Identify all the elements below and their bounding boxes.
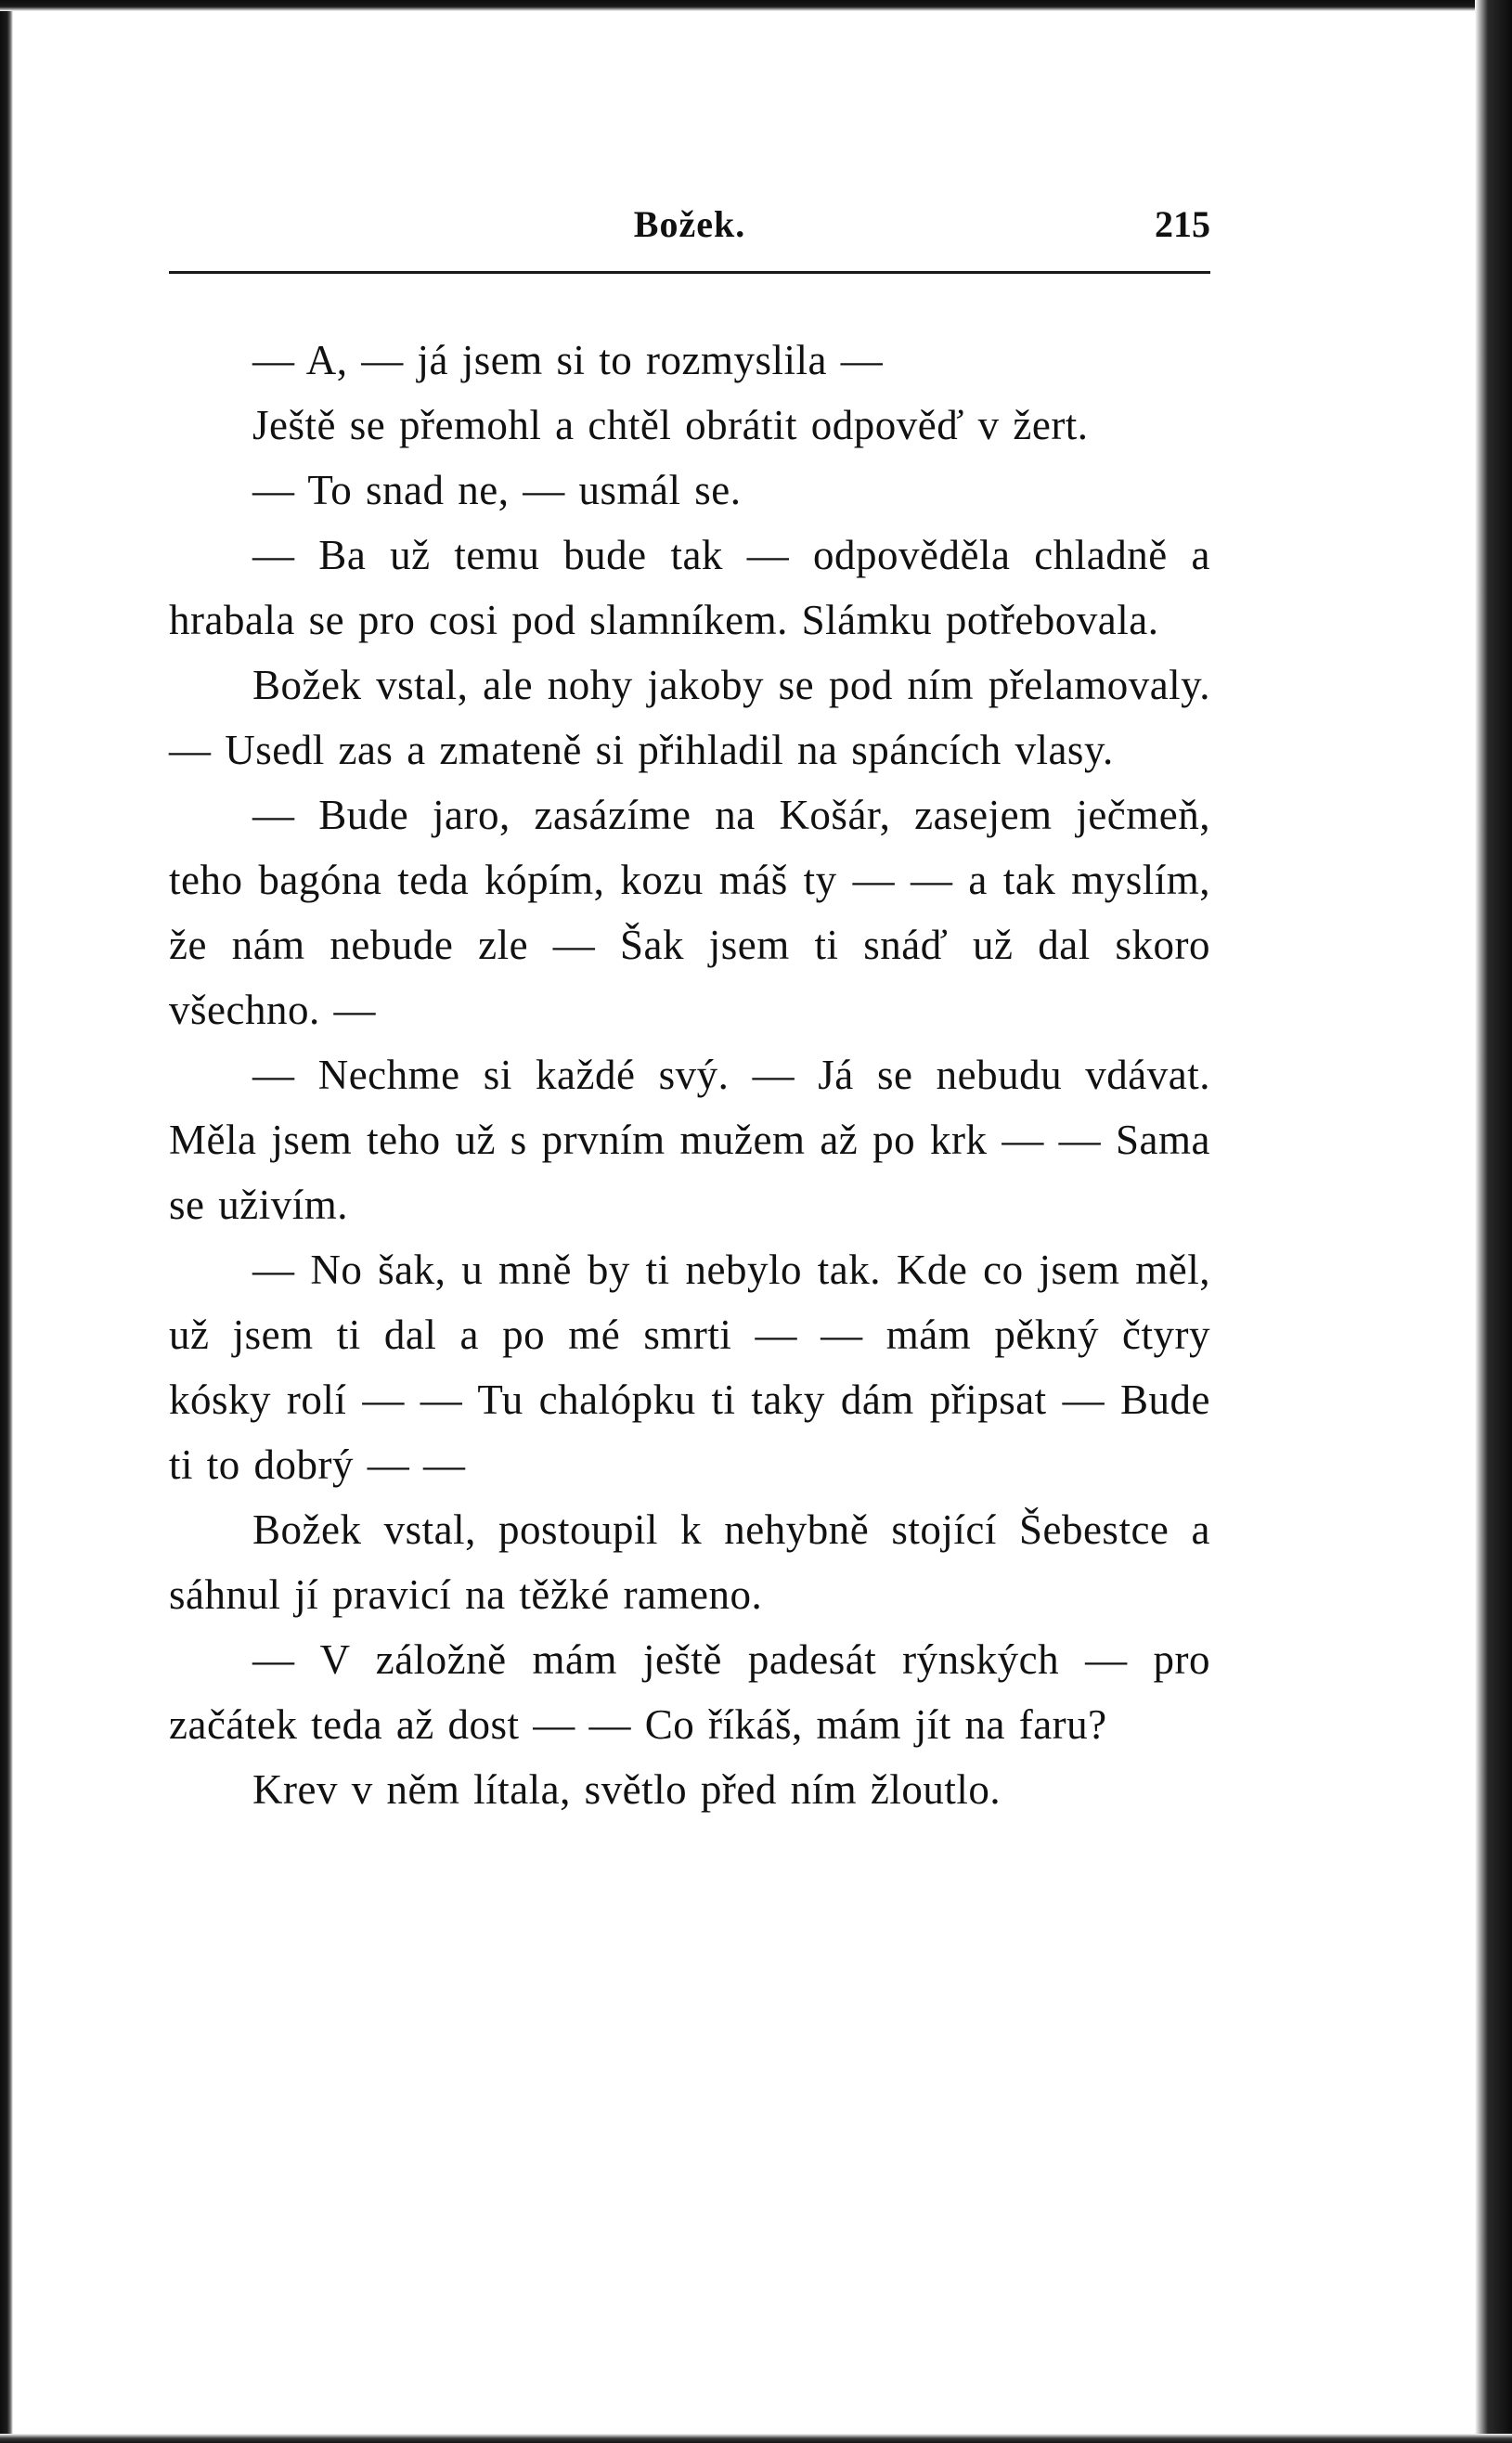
header-rule bbox=[169, 271, 1210, 274]
page-number: 215 bbox=[1155, 203, 1210, 245]
paragraph: Ještě se přemohl a chtěl obrátit odpověď v žert. bbox=[252, 402, 1089, 448]
paragraph: Božek vstal, postoupil k nehybně stojící Šebestce a sáhnul jí pravicí na těžké rameno. bbox=[169, 1506, 1210, 1618]
paragraph: Krev v něm lítala, světlo před ním žloutlo. bbox=[252, 1766, 1002, 1813]
paragraph: — Bude jaro, zasázíme na Košár, zasejem ječmeň, teho bagóna teda kópím, kozu máš ty — — a tak myslím, že nám nebude zle — Šak jsem ti snáď už dal skoro všechno. — bbox=[169, 792, 1210, 1033]
body-text bbox=[169, 328, 1210, 1822]
scan-edge-bottom bbox=[0, 2434, 1512, 2443]
running-head bbox=[169, 197, 1210, 252]
scan-edge-right bbox=[1475, 0, 1512, 2443]
binding-edge-left bbox=[0, 0, 13, 2443]
paragraph: — To snad ne, — usmál se. bbox=[252, 467, 742, 513]
paragraph: — V záložně mám ještě padesát rýnských — pro začátek teda až dost — — Co říkáš, mám jít na faru? bbox=[169, 1636, 1210, 1748]
paragraph: — No šak, u mně by ti nebylo tak. Kde co jsem měl, už jsem ti dal a po mé smrti — — mám pěkný čtyry kósky rolí — — Tu chalópku ti taky dám připsat — Bude ti to dobrý — — bbox=[169, 1247, 1210, 1488]
paragraph: — Ba už temu bude tak — odpověděla chladně a hrabala se pro cosi pod slamníkem. Slámku potřebovala. bbox=[169, 532, 1210, 643]
running-title: Božek. bbox=[633, 203, 746, 245]
book-page bbox=[169, 197, 1210, 1822]
paragraph: — A, — já jsem si to rozmyslila — bbox=[252, 337, 884, 383]
scan-edge-top bbox=[0, 0, 1512, 11]
paragraph: — Nechme si každé svý. — Já se nebudu vdávat. Měla jsem teho už s prvním mužem až po krk — — Sama se uživím. bbox=[169, 1052, 1210, 1228]
paragraph: Božek vstal, ale nohy jakoby se pod ním přelamovaly. — Usedl zas a zmateně si přihladil na spáncích vlasy. bbox=[169, 662, 1210, 773]
